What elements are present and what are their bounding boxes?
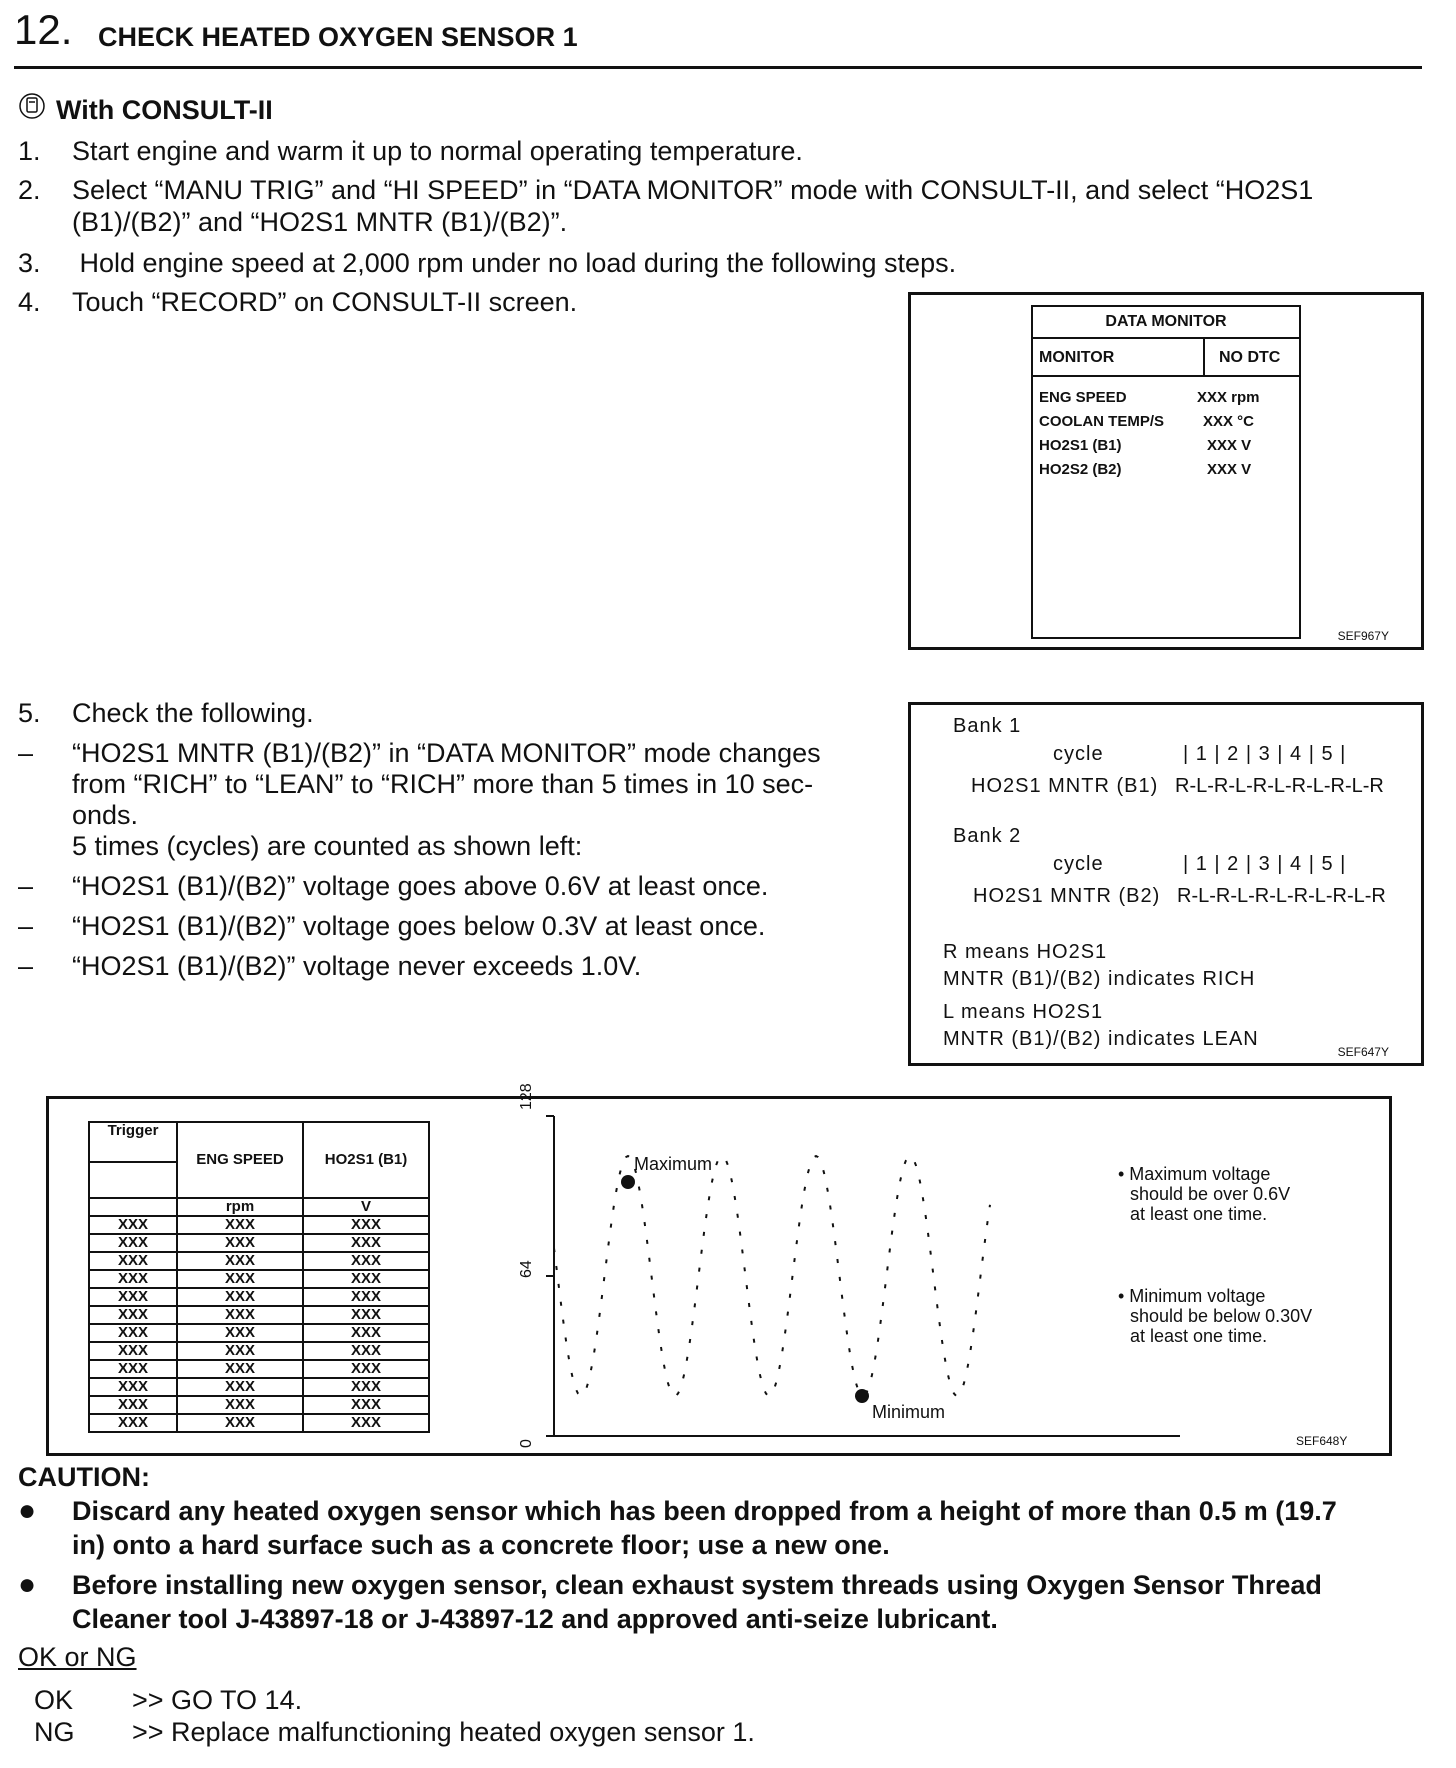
unit-cell	[89, 1198, 177, 1216]
axis-label-128: 128	[518, 1083, 535, 1110]
table-cell: XXX	[177, 1306, 303, 1324]
table-row	[89, 1342, 429, 1360]
data-monitor-figure	[908, 292, 1424, 650]
table-cell: XXX	[89, 1378, 177, 1396]
table-cell: XXX	[89, 1306, 177, 1324]
caution-line: in) onto a hard surface such as a concrete floor; use a new one.	[72, 1530, 890, 1560]
note-line: should be below 0.30V	[1130, 1306, 1313, 1326]
no-dtc-label: NO DTC	[1219, 349, 1281, 366]
table-row	[89, 1216, 429, 1234]
table-cell: XXX	[89, 1324, 177, 1342]
table-cell: XXX	[177, 1342, 303, 1360]
l-legend: MNTR (B1)/(B2) indicates LEAN	[943, 1028, 1259, 1050]
cycle-numbers: | 1 | 2 | 3 | 4 | 5 |	[1183, 743, 1347, 765]
check-text: onds.	[72, 800, 139, 830]
mntr-b1-pattern: R-L-R-L-R-L-R-L-R-L-R	[1175, 775, 1384, 797]
bank-cycle-figure	[908, 702, 1424, 1066]
step-text: Select “MANU TRIG” and “HI SPEED” in “DATA MONITOR” mode with CONSULT-II, and select “HO2S1	[72, 175, 1314, 205]
table-row	[89, 1360, 429, 1378]
mntr-b1-label: HO2S1 MNTR (B1)	[971, 775, 1159, 797]
table-cell: XXX	[303, 1234, 429, 1252]
monitor-item-value: XXX °C	[1203, 413, 1255, 430]
ng-label: NG	[34, 1717, 75, 1747]
monitor-item-value: XXX V	[1207, 461, 1252, 478]
bullet-icon: ●	[18, 1568, 37, 1601]
step-number: 4.	[18, 287, 41, 317]
table-row	[89, 1252, 429, 1270]
l-legend: L means HO2S1	[943, 1001, 1104, 1023]
check-text: “HO2S1 (B1)/(B2)” voltage never exceeds 1.0V.	[72, 951, 642, 981]
table-cell: XXX	[89, 1252, 177, 1270]
divider	[1033, 375, 1299, 377]
check-text: “HO2S1 (B1)/(B2)” voltage goes below 0.3V at least once.	[72, 911, 766, 941]
trigger-table	[88, 1121, 430, 1433]
caution-item	[72, 1568, 1322, 1636]
table-cell: XXX	[177, 1414, 303, 1432]
table-row	[89, 1234, 429, 1252]
r-legend: R means HO2S1	[943, 941, 1108, 963]
monitor-item-label: COOLAN TEMP/S	[1039, 413, 1165, 430]
caution-title: CAUTION:	[18, 1462, 150, 1492]
mntr-b2-pattern: R-L-R-L-R-L-R-L-R-L-R	[1177, 885, 1386, 907]
table-cell: XXX	[303, 1252, 429, 1270]
check-text: 5 times (cycles) are counted as shown left:	[72, 831, 583, 861]
divider	[1033, 337, 1299, 339]
data-monitor-screen	[1031, 305, 1301, 639]
ho2s1-header: HO2S1 (B1)	[303, 1122, 429, 1198]
check-text: “HO2S1 (B1)/(B2)” voltage goes above 0.6V at least once.	[72, 871, 769, 901]
bullet-icon: ●	[18, 1494, 37, 1527]
table-cell: XXX	[89, 1342, 177, 1360]
step-text: Hold engine speed at 2,000 rpm under no load during the following steps.	[72, 248, 957, 278]
voltage-waveform	[510, 1106, 1190, 1446]
eng-speed-header: ENG SPEED	[177, 1122, 303, 1198]
note-line: at least one time.	[1130, 1326, 1268, 1346]
note-line: • Maximum voltage	[1118, 1164, 1271, 1184]
unit-cell: rpm	[177, 1198, 303, 1216]
table-cell: XXX	[89, 1270, 177, 1288]
monitor-item-label: ENG SPEED	[1039, 389, 1127, 406]
check-dash: –	[18, 738, 34, 768]
note-line: • Minimum voltage	[1118, 1286, 1266, 1306]
bank-2-label: Bank 2	[953, 825, 1022, 847]
result-title: OK or NG	[18, 1642, 137, 1672]
table-cell: XXX	[303, 1306, 429, 1324]
unit-cell: V	[303, 1198, 429, 1216]
table-cell: XXX	[303, 1342, 429, 1360]
caution-line: Cleaner tool J-43897-18 or J-43897-12 and approved anti-seize lubricant.	[72, 1604, 998, 1634]
axis-label-64: 64	[518, 1260, 535, 1278]
check-text: from “RICH” to “LEAN” to “RICH” more than 5 times in 10 sec-	[72, 769, 814, 799]
table-cell: XXX	[177, 1324, 303, 1342]
figure-code: SEF647Y	[1337, 1045, 1389, 1059]
cycle-numbers: | 1 | 2 | 3 | 4 | 5 |	[1183, 853, 1347, 875]
table-cell: XXX	[177, 1270, 303, 1288]
monitor-item-value: XXX V	[1207, 437, 1252, 454]
table-cell: XXX	[89, 1288, 177, 1306]
table-cell: XXX	[303, 1288, 429, 1306]
check-dash: –	[18, 951, 34, 981]
table-cell: XXX	[303, 1396, 429, 1414]
table-cell: XXX	[303, 1216, 429, 1234]
cycle-label: cycle	[1053, 853, 1104, 875]
caution-line: Discard any heated oxygen sensor which has been dropped from a height of more than 0.5 m (19.7	[72, 1496, 1337, 1526]
step-text: Check the following.	[72, 698, 314, 728]
bank-1-label: Bank 1	[953, 715, 1022, 737]
step-text: (B1)/(B2)” and “HO2S1 MNTR (B1)/(B2)”.	[72, 207, 568, 237]
table-row	[89, 1306, 429, 1324]
section-number: 12.	[14, 6, 73, 53]
note-line: at least one time.	[1130, 1204, 1268, 1224]
table-cell: XXX	[177, 1288, 303, 1306]
table-cell: XXX	[89, 1216, 177, 1234]
step-number: 5.	[18, 698, 41, 728]
minimum-label: Minimum	[872, 1402, 946, 1422]
table-cell: XXX	[303, 1360, 429, 1378]
table-cell: XXX	[177, 1216, 303, 1234]
note-line: should be over 0.6V	[1130, 1184, 1291, 1204]
monitor-item-value: XXX rpm	[1197, 389, 1260, 406]
blank-cell	[89, 1162, 177, 1198]
maximum-label: Maximum	[634, 1154, 713, 1174]
table-row	[89, 1396, 429, 1414]
divider	[1203, 337, 1205, 375]
cycle-label: cycle	[1053, 743, 1104, 765]
table-cell: XXX	[89, 1234, 177, 1252]
check-dash: –	[18, 871, 34, 901]
ok-action: >> GO TO 14.	[132, 1685, 303, 1715]
ok-label: OK	[34, 1685, 74, 1715]
header-divider	[14, 66, 1422, 69]
table-cell: XXX	[177, 1396, 303, 1414]
table-cell: XXX	[303, 1270, 429, 1288]
consult-icon	[18, 92, 46, 125]
table-cell: XXX	[89, 1396, 177, 1414]
table-cell: XXX	[177, 1378, 303, 1396]
table-row	[89, 1288, 429, 1306]
table-row	[89, 1324, 429, 1342]
section-title: CHECK HEATED OXYGEN SENSOR 1	[98, 22, 578, 52]
max-note	[1118, 1164, 1290, 1224]
mntr-b2-label: HO2S1 MNTR (B2)	[973, 885, 1161, 907]
table-cell: XXX	[89, 1414, 177, 1432]
check-dash: –	[18, 911, 34, 941]
table-row	[89, 1270, 429, 1288]
monitor-item-label: HO2S2 (B2)	[1039, 461, 1122, 478]
monitor-column-label: MONITOR	[1039, 349, 1115, 366]
step-number: 2.	[18, 175, 41, 205]
table-cell: XXX	[177, 1234, 303, 1252]
step-number: 1.	[18, 136, 41, 166]
caution-line: Before installing new oxygen sensor, clean exhaust system threads using Oxygen Sensor Thread	[72, 1570, 1322, 1600]
figure-code: SEF648Y	[1296, 1434, 1348, 1448]
trigger-header: Trigger	[89, 1122, 177, 1162]
table-cell: XXX	[303, 1324, 429, 1342]
table-cell: XXX	[89, 1360, 177, 1378]
monitor-item-label: HO2S1 (B1)	[1039, 437, 1122, 454]
table-row	[89, 1414, 429, 1432]
step-text: Start engine and warm it up to normal operating temperature.	[72, 136, 803, 166]
ng-action: >> Replace malfunctioning heated oxygen sensor 1.	[132, 1717, 755, 1747]
step-text: Touch “RECORD” on CONSULT-II screen.	[72, 287, 578, 317]
table-row	[89, 1378, 429, 1396]
table-cell: XXX	[303, 1378, 429, 1396]
check-text: “HO2S1 MNTR (B1)/(B2)” in “DATA MONITOR” mode changes	[72, 738, 821, 768]
step-number: 3.	[18, 248, 41, 278]
caution-item	[72, 1494, 1337, 1562]
table-cell: XXX	[177, 1252, 303, 1270]
figure-code: SEF967Y	[1337, 629, 1389, 643]
data-monitor-title: DATA MONITOR	[1105, 313, 1227, 330]
min-note	[1118, 1286, 1312, 1346]
table-cell: XXX	[303, 1414, 429, 1432]
consult-title: With CONSULT-II	[56, 95, 273, 125]
table-cell: XXX	[177, 1360, 303, 1378]
axis-label-0: 0	[518, 1439, 535, 1448]
r-legend: MNTR (B1)/(B2) indicates RICH	[943, 968, 1256, 990]
